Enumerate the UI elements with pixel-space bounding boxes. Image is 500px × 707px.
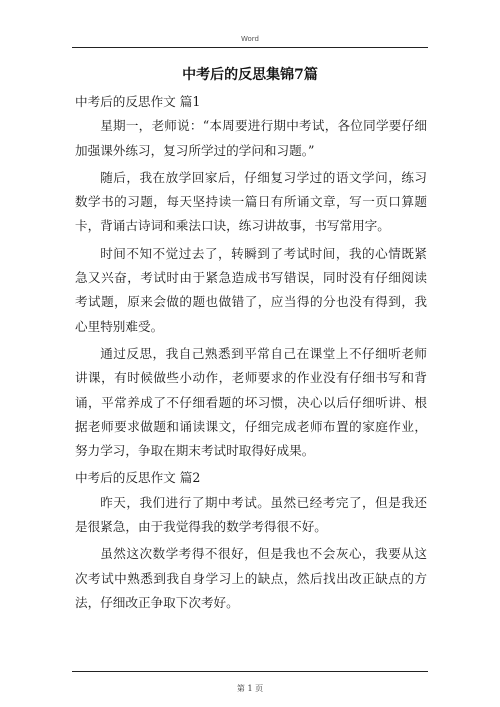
paragraph: 随后，我在放学回家后，仔细复习学过的语文学问，练习数学书的习题，每天坚持读一篇日有所诵文章，写一页口算题卡，背诵古诗词和乘法口诀，练习讲故事，书写常用字。	[75, 169, 427, 234]
paragraph: 星期一，老师说：“本周要进行期中考试，各位同学要仔细加强课外练习，复习所学过的学问和习题。”	[75, 118, 427, 158]
paragraph: 时间不知不觉过去了，转瞬到了考试时间，我的心情既紧急又兴奋，考试时由于紧急造成书写错误，同时没有仔细阅读考试题，原来会做的题也做错了，应当得的分也没有得到，我心里特别难受。	[75, 245, 427, 334]
document-body	[75, 90, 427, 618]
header-divider	[72, 47, 428, 48]
paragraph: 昨天，我们进行了期中考试。虽然已经考完了，但是我还是很紧急，由于我觉得我的数学考得很不好。	[75, 494, 427, 535]
section-heading: 中考后的反思作文 篇1	[75, 94, 201, 109]
paragraph: 虽然这次数学考得不很好，但是我也不会灰心，我要从这次考试中熟悉到我自身学习上的缺点，然后找出改正缺点的方法，仔细改正争取下次考好。	[75, 546, 427, 610]
footer-divider	[72, 671, 428, 672]
header-app-label: Word	[241, 35, 259, 43]
section-heading: 中考后的反思作文 篇2	[75, 470, 201, 486]
paragraph: 通过反思，我自己熟悉到平常自己在课堂上不仔细听老师讲课，有时候做些小动作，老师要求的作业没有仔细书写和背诵，平常养成了不仔细看题的坏习惯，决心以后仔细听讲、根据老师要求做题和诵读课文，仔细完成老师布置的家庭作业，努力学习，争取在期末考试时取得好成果。	[75, 345, 427, 459]
page-number: 第 1 页	[236, 684, 264, 693]
document-title: 中考后的反思集锦7篇	[182, 67, 318, 83]
